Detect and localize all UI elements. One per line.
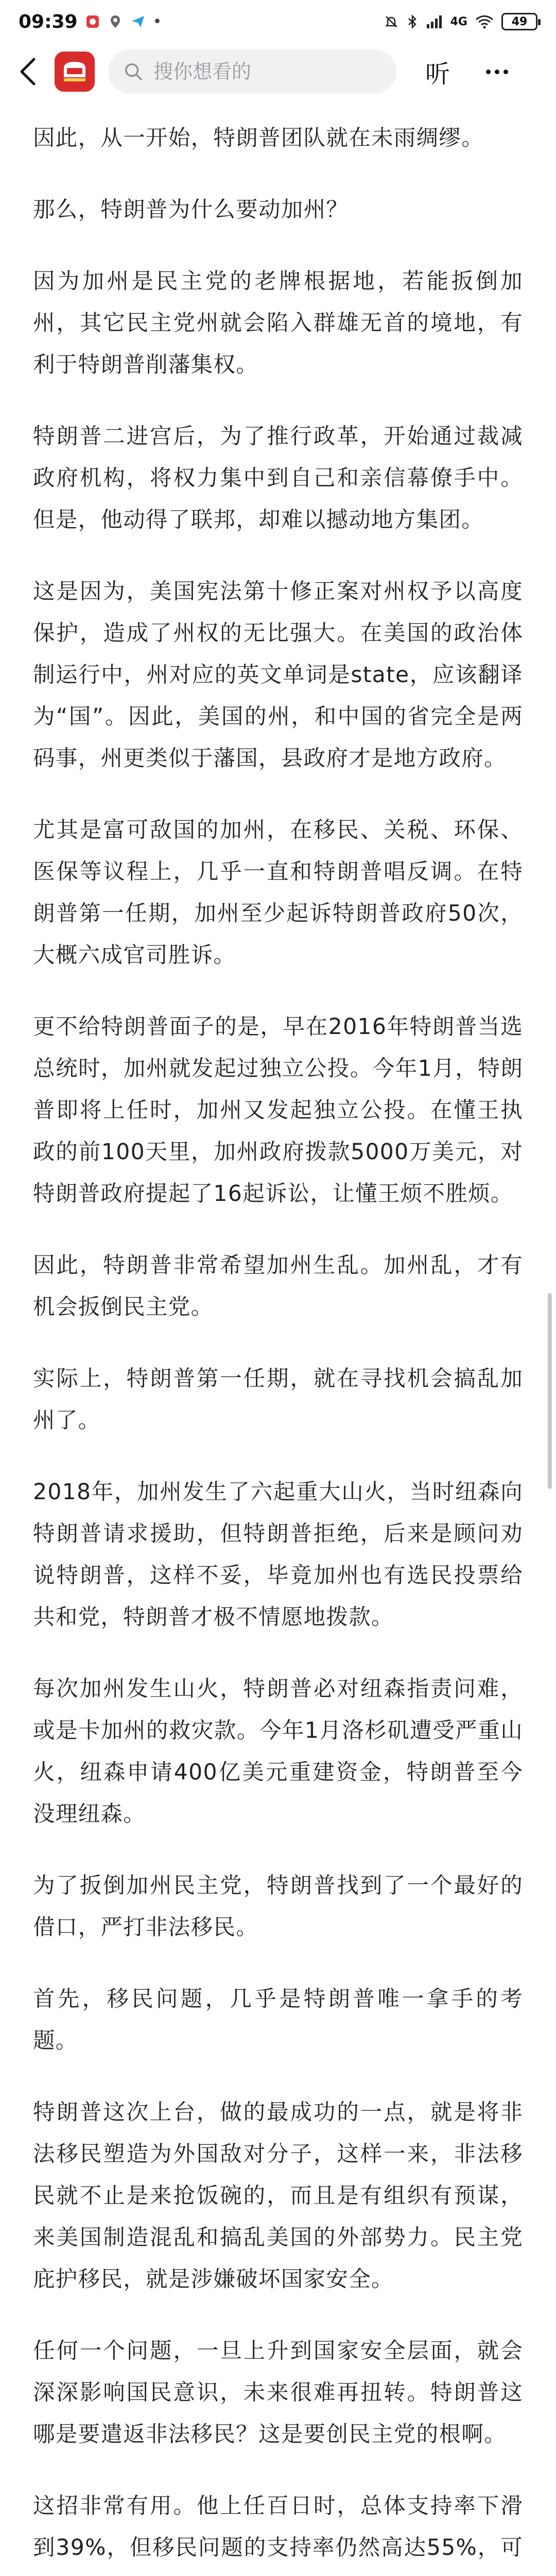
more-dot-icon [486,70,491,74]
article-paragraph: 特朗普二进宫后，为了推行政革，开始通过裁减政府机构，将权力集中到自己和亲信幕僚手中。但是，他动得了联邦，却难以撼动地方集团。 [33,424,523,533]
location-icon [108,14,123,29]
article-paragraph: 更不给特朗普面子的是，早在2016年特朗普当选总统时，加州就发起过独立公投。今年1月，特朗普即将上任时，加州又发起独立公投。在懂王执政的前100天里，加州政府拨款5000万美元，对特朗普政府提起了16起诉讼，让懂王烦不胜烦。 [33,1014,523,1207]
article-paragraph: 这是因为，美国宪法第十修正案对州权予以高度保护，造成了州权的无比强大。在美国的政治体制运行中，州对应的英文单词是state，应该翻译为“国”。因此，美国的州，和中国的省完全是两码事，州更类似于藩国，县政府才是地方政府。 [33,579,523,771]
back-button[interactable] [12,51,43,92]
status-time: 09:39 [19,11,78,32]
article-paragraph: 首先，移民问题，几乎是特朗普唯一拿手的考题。 [33,1987,523,2054]
article-paragraph: 那么，特朗普为什么要动加州？ [33,197,349,223]
network-type-label: 4G [450,15,467,28]
search-input[interactable] [152,60,381,83]
status-right [384,13,537,30]
top-toolbar [0,43,556,100]
more-notifications-icon: • [152,12,162,31]
more-dot-icon [495,70,499,74]
article-paragraph: 为了扳倒加州民主党，特朗普找到了一个最好的借口，严打非法移民。 [33,1873,523,1940]
article-paragraph: 因此，特朗普非常希望加州生乱。加州乱，才有机会扳倒民主党。 [33,1253,523,1320]
article-paragraph: 这招非常有用。他上任百日时，总体支持率下滑到39%，但移民问题的支持率仍然高达55%，可 [33,2494,523,2561]
article-paragraph: 实际上，特朗普第一任期，就在寻找机会搞乱加州了。 [33,1366,523,1433]
send-icon [130,14,146,29]
article-body [33,117,523,2576]
search-icon [124,61,143,82]
app-logo[interactable] [55,52,95,92]
battery-icon [501,13,537,30]
more-dot-icon [503,70,508,74]
article-paragraph: 特朗普这次上台，做的最成功的一点，就是将非法移民塑造为外国敌对分子，这样一来，非法移民就不止是来抢饭碗的，而且是有组织有预谋，来美国制造混乱和搞乱美国的外部势力。民主党庇护移民，就是涉嫌破坏国家安全。 [33,2100,523,2292]
article-paragraph: 2018年，加州发生了六起重大山火，当时纽森向特朗普请求援助，但特朗普拒绝，后来是顾问劝说特朗普，这样不妥，毕竟加州也有选民投票给共和党，特朗普才极不情愿地拨款。 [33,1480,523,1630]
scrollbar-thumb[interactable] [548,1293,552,1489]
article-paragraph: 因此，从一开始，特朗普团队就在未雨绸缪。 [33,126,484,151]
bluetooth-icon [406,14,419,29]
app-notification-icon [85,14,100,29]
article-paragraph: 每次加州发生山火，特朗普必对纽森指责问难，或是卡加州的救灾款。今年1月洛杉矶遭受严重山火，纽森申请400亿美元重建资金，特朗普至今没理纽森。 [33,1676,523,1827]
article-paragraph: 因为加州是民主党的老牌根据地，若能扳倒加州，其它民主党州就会陷入群雄无首的境地，有利于特朗普削藩集权。 [33,269,523,378]
toutiao-logo-icon [60,57,90,87]
chevron-left-icon [19,57,37,86]
article-paragraph: 任何一个问题，一旦上升到国家安全层面，就会深深影响国民意识，未来很难再扭转。特朗普这哪是要遣返非法移民？这是要创民主党的根啊。 [33,2338,523,2447]
more-options-button[interactable] [479,70,515,74]
status-bar [0,0,556,43]
article-paragraph: 尤其是富可敌国的加州，在移民、关税、环保、医保等议程上，几乎一直和特朗普唱反调。在特朗普第一任期，加州至少起诉特朗普政府50次，大概六成官司胜诉。 [33,818,523,968]
wifi-icon [475,14,494,29]
listen-button[interactable]: 听 [425,59,450,89]
mute-icon [384,14,399,29]
signal-icon [426,14,443,29]
status-left [19,11,162,32]
battery-level: 49 [511,15,528,28]
search-box[interactable] [108,49,396,94]
